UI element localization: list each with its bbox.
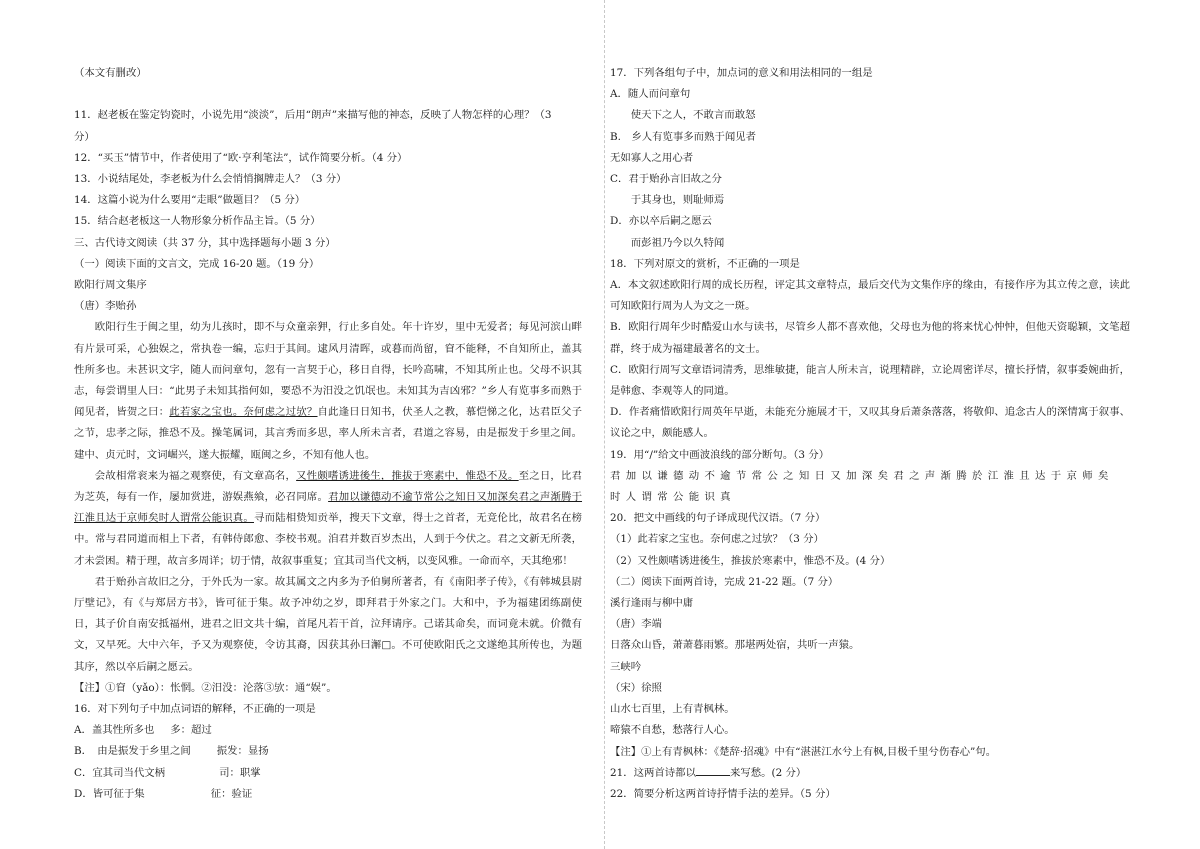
q17-option-b: B. 乡人有览事多而熟于闻见者 [610,130,757,143]
passage-paragraph-1: 欧阳行生于闽之里，幼为儿孩时，即不与众童亲狎，行止多自处。年十许岁，里中无爱者；每见河滨山畔有片景可采，心独娱之，常执卷一编，忘归于其间。逮风月清晖，或暮而尚留，窅不能释，不自知所止，盖其性所多也。未甚识文字，随人而问章句，忽有一言契于心，移日自得，长吟高啸，不知其所止也。父母不识其志，每尝谓里人曰：“此男子未知其指何如，要恐不为汨没之饥氓也。未知其为吉凶邪？”乡人有览事多而熟于闻见者，皆贺之曰：此若家之宝也。奈何虑之过欤？自此逢日日知书，伏圣人之教，慕恺悌之化，达君臣父子之节，忠孝之际，推恐不及。操笔属词，其言秀而多思，率人所未言者，君道之容易，由是振发于乡里之间。建中、贞元时，文词崛兴，遂大振耀，瓯闽之乡，不知有他人也。 [74,321,583,461]
q18-option-c: C．欧阳行周写文章语词清秀，思维敏捷，能言人所未言，说理精辟，立论周密详尽，擅长抒情，叙事委婉曲折，是韩愈、李观等人的同道。 [610,363,1130,398]
q18-option-b: B．欧阳行周年少时酷爱山水与读书，尽管乡人都不喜欢他，父母也为他的将来忧心忡忡，但他天资聪颖，文笔超群，终于成为福建最著名的文士。 [610,321,1130,355]
passage-paragraph-2: 会故相常衮来为福之观察使，有文章高名，又性颇嗜诱进後生，推拔于寒素中，惟恐不及。至之日，比君为芝英，每有一作，屡加赏进，游娱燕飨，必召同席。君加以谦德动不逾节常公之知日又加深矣君之声渐腾于江淮且达于京师矣时人谓常公能识真。寻而陆相贽知贡举，搜天下文章，得士之首者，无竞伦比，故君名在榜中。常与君同道而相上下者，有韩侍郎愈、李校书观。洎君并数百岁杰出，人到于今伏之。君之文新无所袭，才未尝困。精于理，故言多周详；切于情，故叙事重复；宜其司当代文柄，以变风雅。一命而卒，天其绝邪！ [74,469,583,567]
question-18: 18．下列对原文的赏析，不正确的一项是 [610,257,800,270]
question-19: 19．用“/”给文中画波浪线的部分断句。（3 分） [610,448,830,461]
edit-note: （本文有删改） [74,67,147,79]
passage-paragraph-3: 君于贻孙言故旧之分，于外氏为一家。故其属文之内多为予伯舅所著者，有《南阳孝子传》，《有韩城县尉厅壁记》，有《与郑居方书》，皆可征于集。故予冲幼之岁，即拜君于外家之门。大和中，予为福建团练副使日，其子价自南安抵福州，进君之旧文共十编，首尾凡若干首，泣拜请序。己诺其命矣，而词竟未就。价微有文，又早死。大中六年，予又为观察使，令访其裔，因获其孙曰澥□。不可使欧阳氏之文遂绝其所传也，为题其序，然以卒后嗣之愿云。 [74,575,582,673]
q18-option-a: A．本文叙述欧阳行周的成长历程，评定其文章特点，最后交代为文集作序的缘由，有接作序为其立传之意，读此可知欧阳行周为人为文之一斑。 [610,279,1130,313]
annotation-note: 【注】①窅（yǎo）：怅惘。②汨没：沦落③欤：通“娱”。 [74,681,337,694]
q17-option-c: C．君于贻孙言旧故之分 [610,173,722,186]
q16-option-b: B． 由是振发于乡里之间 振发：显扬 [74,745,269,758]
question-11-cont: 分） [74,130,95,143]
question-22: 22．简要分析这两首诗抒情手法的差异。（5 分） [610,787,836,800]
left-column [74,63,582,805]
question-14: 14．这篇小说为什么要用“走眼”做题目？（5 分） [74,194,306,207]
question-12: 12．“买玉”情节中，作者使用了“欧·亨利笔法”，试作简要分析。（4 分） [74,151,408,164]
underlined-sentence-1: 此若家之宝也。奈何虑之过欤？ [169,406,318,419]
poem-2-author: （宋）徐照 [610,681,662,694]
section-3-heading: 三、古代诗文阅读（共 37 分，其中选择题每小题 3 分） [74,236,336,249]
poem-2-line-1: 山水七百里，上有青枫林。 [610,703,735,716]
underlined-sentence-2: 又性颇嗜诱进後生，推拔于寒素中，惟恐不及。 [296,469,519,482]
poem-1-author: （唐）李端 [610,618,662,631]
q20-item-1: （1）此若家之宝也。奈何虑之过欤？（3 分） [610,533,824,546]
passage-author: （唐）李贻孙 [74,300,137,313]
question-20: 20．把文中画线的句子译成现代汉语。（7 分） [610,512,826,525]
q19-text-line-1: 君加以谦德动不逾节常公之知日又加深矣君之声渐腾於江淮且达于京师矣 [610,469,1114,482]
q17-option-d: D．亦以卒后嗣之愿云 [610,215,712,228]
question-13: 13．小说结尾处，李老板为什么会悄悄搁牌走人？（3 分） [74,173,347,185]
question-21: 21．这两首诗都以 来写愁。(2 分） [610,766,807,779]
passage-title: 欧阳行周文集序 [74,279,147,292]
question-11: 11．赵老板在鉴定钧瓷时，小说先用“淡淡”，后用“朗声”来描写他的神态，反映了人物怎样的心理？（3 [74,109,552,122]
q17-option-a: A．随人而问章句 [610,88,691,101]
question-15: 15．结合赵老板这一人物形象分析作品主旨。（5 分） [74,215,321,228]
subsection-1-heading: （一）阅读下面的文言文，完成 16-20 题。（19 分） [74,257,320,270]
q20-item-2: （2）又性颇嗜诱进後生，推拔於寒素中，惟恐不及。(4 分） [610,554,891,567]
q16-option-c: C．宜其司当代文柄 司：职掌 [74,766,261,779]
poem-note: 【注】①上有青枫林：《楚辞·招魂》中有“湛湛江水兮上有枫,目极千里兮伤春心”句。 [610,745,997,758]
q17-option-d-2: 而彭祖乃今以久特闻 [630,236,725,249]
question-17: 17．下列各组句子中，加点词的意义和用法相同的一组是 [610,67,873,79]
q18-option-d: D．作者痛惜欧阳行周英年早逝，未能充分施展才干，又叹其身后萧条落落，将敬仰、追念古人的深情寓于叙事、议论之中，颇能感人。 [610,406,1130,440]
q16-option-a: A．盖其性所多也 多：超过 [74,724,212,737]
question-16: 16．对下列句子中加点词语的解释，不正确的一项是 [74,703,316,716]
q17-option-c-2: 于其身也，则耻师焉 [630,194,725,207]
poem-1-title: 溪行逢雨与柳中庸 [610,597,694,610]
subsection-2-heading: （二）阅读下面两首诗，完成 21-22 题。（7 分） [610,575,839,588]
answer-blank[interactable] [696,765,730,776]
poem-1-text: 日落众山昏，萧萧暮雨繁。那堪两处宿，共听一声猿。 [610,639,860,652]
wavy-underlined-passage: 君加以谦德动不逾节常公之知日又加深矣君之声渐腾于江淮且达于京师矣时人谓常公能识真。 [74,491,583,525]
poem-2-line-2: 啼猿不自愁，愁落行人心。 [610,724,735,737]
right-column [610,63,1130,805]
q17-option-a-2: 使天下之人，不敢言而敢怒 [630,109,756,122]
poem-2-title: 三峡吟 [610,660,642,673]
q16-option-d: D．皆可征于集 征：验证 [74,787,253,800]
q19-text-line-2: 时人谓常公能识真 [610,491,736,504]
column-divider [604,0,605,849]
q17-option-b-2: 无如寡人之用心者 [610,151,694,164]
